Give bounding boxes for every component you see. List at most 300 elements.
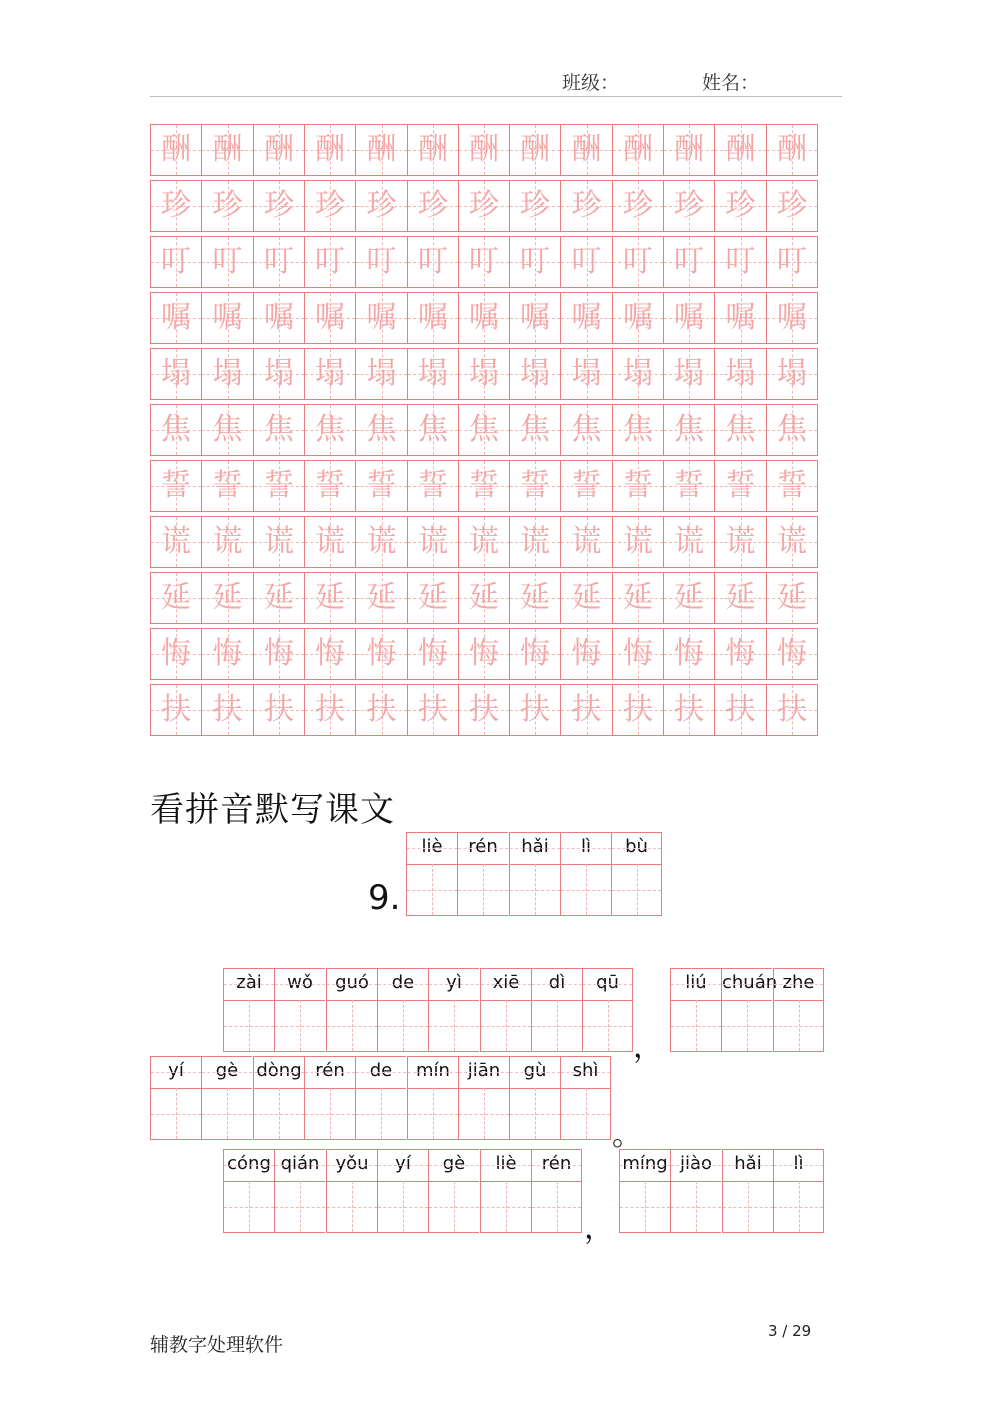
trace-character: 延: [725, 580, 756, 615]
practice-cell[interactable]: [407, 572, 459, 624]
practice-cell[interactable]: [201, 236, 254, 288]
practice-cell[interactable]: [509, 292, 561, 344]
practice-cell[interactable]: [766, 292, 818, 344]
practice-cell[interactable]: [560, 348, 613, 400]
practice-cell[interactable]: [150, 124, 202, 176]
practice-cell[interactable]: [714, 460, 767, 512]
practice-cell[interactable]: [509, 236, 561, 288]
practice-cell[interactable]: [560, 404, 613, 456]
trace-character: 誓: [725, 468, 756, 503]
trace-character: 悔: [623, 636, 653, 671]
pinyin-cell[interactable]: [377, 1149, 428, 1233]
character-writing-box[interactable]: [224, 1181, 274, 1232]
pinyin-cell[interactable]: [428, 968, 479, 1052]
practice-cell[interactable]: [407, 460, 459, 512]
trace-character: 嘱: [623, 300, 653, 335]
practice-cell[interactable]: [253, 628, 305, 680]
practice-cell[interactable]: [560, 572, 613, 624]
practice-cell[interactable]: [304, 460, 356, 512]
practice-cell[interactable]: [304, 236, 356, 288]
pinyin-cell[interactable]: [150, 1056, 201, 1140]
practice-cell[interactable]: [612, 404, 664, 456]
practice-cell[interactable]: [201, 292, 254, 344]
trace-character: 悔: [571, 636, 602, 671]
practice-cell[interactable]: [509, 572, 561, 624]
trace-character: 焦: [315, 412, 345, 447]
practice-cell[interactable]: [407, 684, 459, 736]
practice-cell[interactable]: [663, 404, 715, 456]
trace-character: 焦: [469, 412, 499, 447]
practice-cell[interactable]: [253, 236, 305, 288]
practice-cell[interactable]: [766, 236, 818, 288]
practice-cell[interactable]: [201, 180, 254, 232]
practice-cell[interactable]: [766, 180, 818, 232]
pinyin-cell[interactable]: [611, 832, 662, 916]
practice-cell[interactable]: [253, 460, 305, 512]
practice-cell[interactable]: [201, 348, 254, 400]
practice-cell[interactable]: [355, 236, 408, 288]
trace-character: 珍: [725, 188, 756, 223]
page-number: 3 / 29: [768, 1322, 812, 1340]
practice-cell[interactable]: [766, 460, 818, 512]
practice-cell[interactable]: [612, 684, 664, 736]
pinyin-cell[interactable]: [670, 968, 721, 1052]
pinyin-cell[interactable]: [531, 968, 582, 1052]
practice-cell[interactable]: [355, 572, 408, 624]
character-writing-box[interactable]: [356, 1088, 406, 1139]
trace-character: 誓: [623, 468, 653, 503]
pinyin-syllable: jiān: [459, 1057, 509, 1089]
practice-cell[interactable]: [663, 348, 715, 400]
character-writing-box[interactable]: [723, 1181, 773, 1232]
practice-cell[interactable]: [612, 572, 664, 624]
character-writing-box[interactable]: [202, 1088, 252, 1139]
trace-character: 酬: [725, 132, 756, 167]
practice-cell[interactable]: [509, 628, 561, 680]
pinyin-cell[interactable]: [531, 1149, 582, 1233]
practice-cell[interactable]: [714, 404, 767, 456]
practice-cell[interactable]: [714, 628, 767, 680]
practice-cell[interactable]: [560, 124, 613, 176]
practice-cell[interactable]: [714, 348, 767, 400]
trace-character: 酬: [264, 132, 294, 167]
character-writing-box[interactable]: [532, 1000, 582, 1051]
practice-cell[interactable]: [355, 348, 408, 400]
character-writing-box[interactable]: [305, 1088, 355, 1139]
practice-cell[interactable]: [612, 236, 664, 288]
trace-character: 誓: [212, 468, 243, 503]
trace-character: 悔: [366, 636, 397, 671]
trace-character: 谎: [212, 524, 243, 559]
trace-character: 珍: [674, 188, 704, 223]
character-writing-box[interactable]: [275, 1000, 325, 1051]
practice-cell[interactable]: [253, 180, 305, 232]
character-writing-box[interactable]: [254, 1088, 304, 1139]
trace-character: 誓: [315, 468, 345, 503]
trace-character: 扶: [777, 692, 807, 727]
practice-cell[interactable]: [714, 124, 767, 176]
practice-cell[interactable]: [458, 516, 510, 568]
practice-cell[interactable]: [458, 180, 510, 232]
practice-cell[interactable]: [560, 628, 613, 680]
trace-character: 塌: [725, 356, 756, 391]
pinyin-cell[interactable]: [773, 1149, 824, 1233]
pinyin-cell[interactable]: [619, 1149, 670, 1233]
practice-cell[interactable]: [150, 348, 202, 400]
pinyin-cell[interactable]: [773, 968, 824, 1052]
practice-cell[interactable]: [458, 124, 510, 176]
trace-character: 塌: [777, 356, 807, 391]
character-writing-box[interactable]: [275, 1181, 325, 1232]
practice-cell[interactable]: [663, 572, 715, 624]
trace-character: 塌: [418, 356, 448, 391]
practice-cell[interactable]: [407, 124, 459, 176]
pinyin-syllable: zài: [224, 969, 274, 1001]
practice-cell[interactable]: [714, 180, 767, 232]
pinyin-syllable: rén: [532, 1150, 581, 1182]
trace-character: 酬: [418, 132, 448, 167]
trace-character: 叮: [161, 244, 191, 279]
trace-character: 叮: [366, 244, 397, 279]
practice-cell[interactable]: [560, 684, 613, 736]
practice-cell[interactable]: [560, 292, 613, 344]
practice-cell[interactable]: [253, 124, 305, 176]
trace-character: 焦: [520, 412, 550, 447]
character-writing-box[interactable]: [510, 864, 560, 915]
practice-cell[interactable]: [509, 684, 561, 736]
pinyin-syllable: de: [356, 1057, 406, 1089]
practice-cell[interactable]: [253, 516, 305, 568]
character-writing-box[interactable]: [671, 1181, 721, 1232]
pinyin-cell[interactable]: [582, 968, 633, 1052]
practice-cell[interactable]: [766, 684, 818, 736]
trace-character: 悔: [161, 636, 191, 671]
practice-cell[interactable]: [304, 292, 356, 344]
trace-character: 扶: [623, 692, 653, 727]
character-writing-box[interactable]: [612, 864, 661, 915]
trace-character: 塌: [315, 356, 345, 391]
character-writing-box[interactable]: [408, 1088, 458, 1139]
practice-cell[interactable]: [560, 460, 613, 512]
trace-character: 扶: [674, 692, 704, 727]
character-writing-box[interactable]: [722, 1000, 772, 1051]
practice-cell[interactable]: [714, 572, 767, 624]
practice-cell[interactable]: [253, 404, 305, 456]
practice-cell[interactable]: [355, 404, 408, 456]
practice-cell[interactable]: [663, 124, 715, 176]
practice-cell[interactable]: [714, 292, 767, 344]
trace-character: 酬: [315, 132, 345, 167]
practice-cell[interactable]: [407, 180, 459, 232]
practice-cell[interactable]: [509, 348, 561, 400]
practice-cell[interactable]: [509, 124, 561, 176]
practice-cell[interactable]: [509, 516, 561, 568]
practice-cell[interactable]: [612, 292, 664, 344]
practice-cell[interactable]: [304, 684, 356, 736]
practice-cell[interactable]: [612, 124, 664, 176]
pinyin-cell[interactable]: [721, 968, 778, 1052]
trace-character: 酬: [212, 132, 243, 167]
character-writing-box[interactable]: [532, 1181, 581, 1232]
trace-character: 谎: [725, 524, 756, 559]
comma-mark: ，: [633, 1030, 663, 1065]
practice-cell[interactable]: [150, 236, 202, 288]
trace-character: 延: [520, 580, 550, 615]
character-writing-box[interactable]: [429, 1000, 479, 1051]
trace-character: 扶: [520, 692, 550, 727]
pinyin-syllable: gè: [429, 1150, 479, 1182]
character-writing-box[interactable]: [151, 1088, 201, 1139]
trace-character: 谎: [366, 524, 397, 559]
trace-character: 酬: [366, 132, 397, 167]
practice-cell[interactable]: [150, 460, 202, 512]
character-writing-box[interactable]: [407, 864, 457, 915]
practice-cell[interactable]: [766, 404, 818, 456]
character-writing-box[interactable]: [459, 1088, 509, 1139]
practice-cell[interactable]: [612, 628, 664, 680]
trace-character: 誓: [161, 468, 191, 503]
trace-character: 叮: [315, 244, 345, 279]
pinyin-syllable: mín: [408, 1057, 458, 1089]
question-number: 9.: [368, 878, 401, 918]
trace-character: 焦: [674, 412, 704, 447]
practice-cell[interactable]: [355, 628, 408, 680]
practice-cell[interactable]: [253, 684, 305, 736]
practice-cell[interactable]: [150, 180, 202, 232]
practice-cell[interactable]: [304, 572, 356, 624]
character-writing-box[interactable]: [429, 1181, 479, 1232]
practice-cell[interactable]: [714, 684, 767, 736]
trace-character: 珍: [212, 188, 243, 223]
pinyin-cell[interactable]: [377, 968, 428, 1052]
character-writing-box[interactable]: [671, 1000, 721, 1051]
trace-character: 延: [366, 580, 397, 615]
practice-cell[interactable]: [407, 628, 459, 680]
practice-cell[interactable]: [407, 404, 459, 456]
pinyin-cell[interactable]: [326, 968, 377, 1052]
pinyin-syllable: qū: [583, 969, 632, 1001]
practice-cell[interactable]: [407, 236, 459, 288]
trace-character: 誓: [264, 468, 294, 503]
pinyin-cell[interactable]: [406, 832, 457, 916]
comma-mark: ，: [584, 1211, 614, 1246]
trace-character: 谎: [520, 524, 550, 559]
section-title: 看拼音默写课文: [150, 790, 395, 830]
practice-cell[interactable]: [663, 460, 715, 512]
pinyin-cell[interactable]: [428, 1149, 479, 1233]
trace-character: 叮: [418, 244, 448, 279]
practice-cell[interactable]: [150, 684, 202, 736]
pinyin-cell[interactable]: [480, 968, 531, 1052]
trace-character: 焦: [212, 412, 243, 447]
practice-cell[interactable]: [304, 404, 356, 456]
character-writing-box[interactable]: [561, 864, 611, 915]
practice-cell[interactable]: [355, 292, 408, 344]
trace-character: 嘱: [212, 300, 243, 335]
trace-character: 悔: [264, 636, 294, 671]
practice-cell[interactable]: [458, 684, 510, 736]
practice-cell[interactable]: [150, 292, 202, 344]
character-writing-box[interactable]: [774, 1181, 823, 1232]
pinyin-cell[interactable]: [253, 1056, 304, 1140]
practice-cell[interactable]: [201, 684, 254, 736]
trace-character: 酬: [469, 132, 499, 167]
trace-character: 焦: [725, 412, 756, 447]
practice-cell[interactable]: [458, 572, 510, 624]
practice-cell[interactable]: [612, 348, 664, 400]
pinyin-cell[interactable]: [560, 832, 611, 916]
trace-character: 塌: [264, 356, 294, 391]
character-writing-box[interactable]: [327, 1181, 377, 1232]
trace-character: 焦: [571, 412, 602, 447]
practice-cell[interactable]: [560, 516, 613, 568]
practice-cell[interactable]: [201, 404, 254, 456]
trace-character: 扶: [571, 692, 602, 727]
character-writing-box[interactable]: [378, 1181, 428, 1232]
pinyin-cell[interactable]: [326, 1149, 377, 1233]
pinyin-cell[interactable]: [304, 1056, 355, 1140]
practice-cell[interactable]: [766, 124, 818, 176]
practice-cell[interactable]: [766, 348, 818, 400]
practice-cell[interactable]: [663, 180, 715, 232]
trace-character: 悔: [315, 636, 345, 671]
character-writing-box[interactable]: [224, 1000, 274, 1051]
character-writing-box[interactable]: [561, 1088, 610, 1139]
character-writing-box[interactable]: [458, 864, 508, 915]
practice-cell[interactable]: [201, 124, 254, 176]
trace-character: 扶: [418, 692, 448, 727]
practice-cell[interactable]: [509, 460, 561, 512]
trace-character: 叮: [264, 244, 294, 279]
pinyin-cell[interactable]: [355, 1056, 406, 1140]
trace-character: 酬: [161, 132, 191, 167]
practice-cell[interactable]: [560, 236, 613, 288]
character-writing-box[interactable]: [481, 1000, 531, 1051]
trace-character: 谎: [777, 524, 807, 559]
practice-cell[interactable]: [253, 572, 305, 624]
practice-cell[interactable]: [458, 628, 510, 680]
practice-cell[interactable]: [663, 516, 715, 568]
trace-character: 珍: [418, 188, 448, 223]
practice-cell[interactable]: [458, 236, 510, 288]
pinyin-cell[interactable]: [509, 832, 560, 916]
trace-character: 誓: [674, 468, 704, 503]
practice-cell[interactable]: [304, 124, 356, 176]
practice-cell[interactable]: [304, 516, 356, 568]
practice-cell[interactable]: [714, 516, 767, 568]
pinyin-syllable: yí: [151, 1057, 201, 1089]
pinyin-cell[interactable]: [722, 1149, 773, 1233]
practice-cell[interactable]: [150, 628, 202, 680]
trace-character: 延: [315, 580, 345, 615]
practice-cell[interactable]: [458, 348, 510, 400]
character-writing-box[interactable]: [327, 1000, 377, 1051]
practice-cell[interactable]: [458, 404, 510, 456]
practice-cell[interactable]: [458, 292, 510, 344]
practice-cell[interactable]: [304, 348, 356, 400]
pinyin-cell[interactable]: [223, 1149, 274, 1233]
trace-character: 焦: [777, 412, 807, 447]
practice-cell[interactable]: [714, 236, 767, 288]
practice-cell[interactable]: [253, 292, 305, 344]
trace-character: 誓: [520, 468, 550, 503]
practice-cell[interactable]: [766, 516, 818, 568]
practice-cell[interactable]: [304, 628, 356, 680]
practice-cell[interactable]: [663, 684, 715, 736]
trace-character: 叮: [725, 244, 756, 279]
practice-cell[interactable]: [663, 292, 715, 344]
practice-cell[interactable]: [612, 180, 664, 232]
pinyin-cell[interactable]: [509, 1056, 560, 1140]
character-writing-box[interactable]: [620, 1181, 670, 1232]
practice-cell[interactable]: [663, 236, 715, 288]
practice-cell[interactable]: [407, 292, 459, 344]
practice-cell[interactable]: [201, 460, 254, 512]
practice-cell[interactable]: [304, 180, 356, 232]
character-writing-box[interactable]: [583, 1000, 632, 1051]
pinyin-cell[interactable]: [407, 1056, 458, 1140]
pinyin-syllable: bù: [612, 833, 661, 865]
practice-cell[interactable]: [201, 572, 254, 624]
pinyin-cell[interactable]: [457, 832, 508, 916]
practice-cell[interactable]: [355, 460, 408, 512]
trace-character: 珍: [571, 188, 602, 223]
pinyin-cell[interactable]: [670, 1149, 721, 1233]
practice-cell[interactable]: [201, 516, 254, 568]
practice-cell[interactable]: [663, 628, 715, 680]
trace-character: 珍: [315, 188, 345, 223]
character-writing-box[interactable]: [378, 1000, 428, 1051]
practice-cell[interactable]: [150, 516, 202, 568]
practice-cell[interactable]: [253, 348, 305, 400]
pinyin-cell[interactable]: [274, 968, 325, 1052]
pinyin-cell[interactable]: [480, 1149, 531, 1233]
practice-cell[interactable]: [766, 628, 818, 680]
pinyin-cell[interactable]: [274, 1149, 325, 1233]
trace-character: 焦: [623, 412, 653, 447]
pinyin-cell[interactable]: [201, 1056, 252, 1140]
practice-cell[interactable]: [612, 460, 664, 512]
pinyin-syllable: guó: [327, 969, 377, 1001]
trace-character: 嘱: [264, 300, 294, 335]
practice-cell[interactable]: [612, 516, 664, 568]
trace-character: 嘱: [520, 300, 550, 335]
practice-cell[interactable]: [766, 572, 818, 624]
pinyin-syllable: cóng: [224, 1150, 274, 1182]
practice-cell[interactable]: [407, 516, 459, 568]
character-writing-box[interactable]: [774, 1000, 823, 1051]
practice-cell[interactable]: [458, 460, 510, 512]
practice-cell[interactable]: [150, 572, 202, 624]
pinyin-syllable: hǎi: [723, 1150, 773, 1182]
practice-cell[interactable]: [509, 404, 561, 456]
practice-cell[interactable]: [509, 180, 561, 232]
practice-cell[interactable]: [355, 124, 408, 176]
pinyin-cell[interactable]: [223, 968, 274, 1052]
practice-cell[interactable]: [407, 348, 459, 400]
practice-cell[interactable]: [560, 180, 613, 232]
practice-cell[interactable]: [355, 180, 408, 232]
character-writing-box[interactable]: [481, 1181, 531, 1232]
pinyin-cell[interactable]: [458, 1056, 509, 1140]
practice-cell[interactable]: [355, 516, 408, 568]
practice-cell[interactable]: [201, 628, 254, 680]
practice-cell[interactable]: [355, 684, 408, 736]
pinyin-cell[interactable]: [560, 1056, 611, 1140]
practice-cell[interactable]: [150, 404, 202, 456]
character-writing-box[interactable]: [510, 1088, 560, 1139]
trace-character: 延: [161, 580, 191, 615]
